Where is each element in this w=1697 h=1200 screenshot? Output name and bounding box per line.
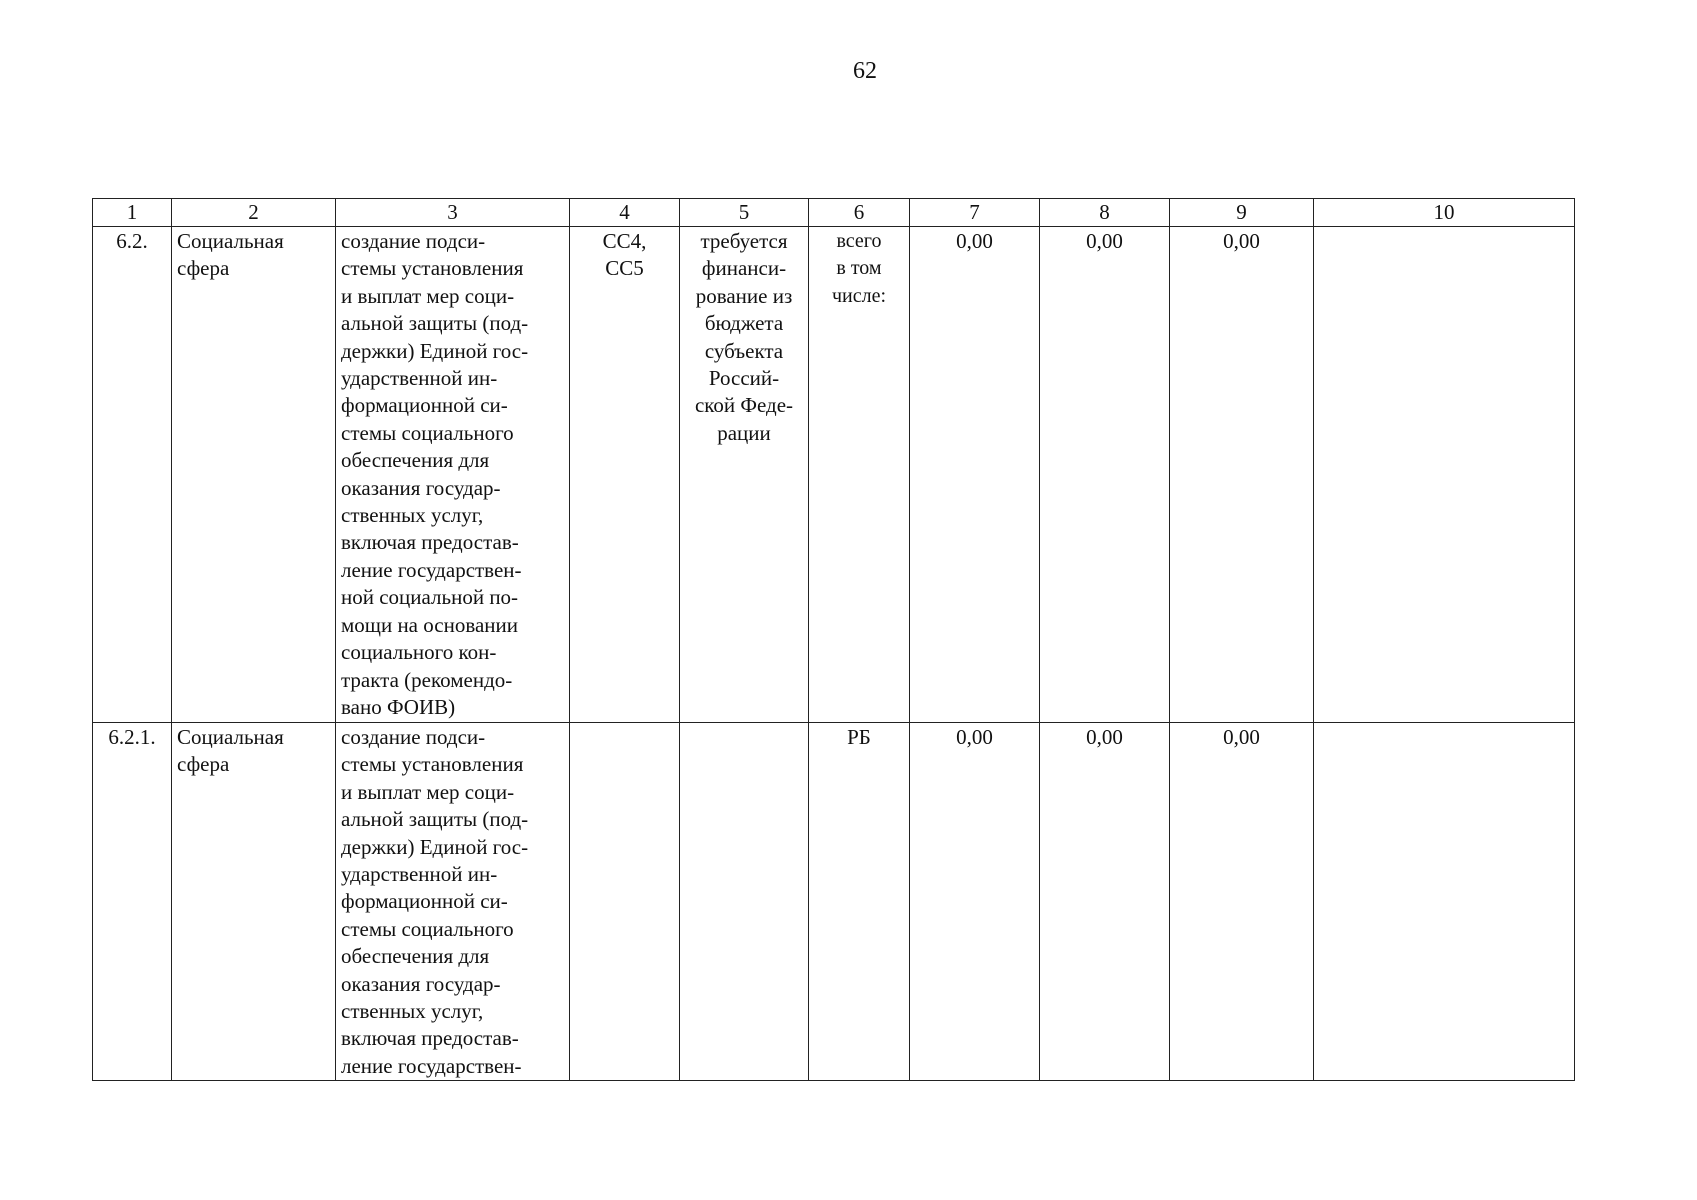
column-header: 6 xyxy=(809,199,910,227)
value-cell-9: 0,00 xyxy=(1170,227,1314,723)
sphere-cell: Социальная сфера xyxy=(172,723,336,1081)
code-cell xyxy=(570,723,680,1081)
column-header: 5 xyxy=(680,199,809,227)
column-header: 9 xyxy=(1170,199,1314,227)
value-cell-8: 0,00 xyxy=(1040,227,1170,723)
description-cell: создание подси- стемы установления и выплат мер соци- альной защиты (под- держки) Единой гос- ударственной ин- формационной си- стемы социального обеспечения для оказания государ- ственных услуг, включая предостав- ление государствен- xyxy=(336,723,570,1081)
header-row xyxy=(93,199,1575,227)
source-cell: всего в том числе: xyxy=(809,227,910,723)
row-number: 6.2. xyxy=(93,227,172,723)
value-cell-10 xyxy=(1314,227,1575,723)
value-cell-9: 0,00 xyxy=(1170,723,1314,1081)
column-header: 1 xyxy=(93,199,172,227)
code-cell: СС4, СС5 xyxy=(570,227,680,723)
source-cell: РБ xyxy=(809,723,910,1081)
table-row xyxy=(93,227,1575,723)
table-row xyxy=(93,723,1575,1081)
column-header: 4 xyxy=(570,199,680,227)
value-cell-8: 0,00 xyxy=(1040,723,1170,1081)
budget-table xyxy=(92,198,1575,1081)
value-cell-7: 0,00 xyxy=(910,723,1040,1081)
financing-cell: требуется финанси- рование из бюджета субъекта Россий- ской Феде- рации xyxy=(680,227,809,723)
financing-cell xyxy=(680,723,809,1081)
column-header: 2 xyxy=(172,199,336,227)
column-header: 10 xyxy=(1314,199,1575,227)
value-cell-7: 0,00 xyxy=(910,227,1040,723)
sphere-cell: Социальная сфера xyxy=(172,227,336,723)
column-header: 7 xyxy=(910,199,1040,227)
page-number: 62 xyxy=(853,58,877,84)
description-cell: создание подси- стемы установления и выплат мер соци- альной защиты (под- держки) Единой гос- ударственной ин- формационной си- стемы социального обеспечения для оказания государ- ственных услуг, включая предостав- ление государствен- ной социальной по- мощи на основании социального кон- тракта (рекомендо- вано ФОИВ) xyxy=(336,227,570,723)
value-cell-10 xyxy=(1314,723,1575,1081)
column-header: 3 xyxy=(336,199,570,227)
row-number: 6.2.1. xyxy=(93,723,172,1081)
column-header: 8 xyxy=(1040,199,1170,227)
